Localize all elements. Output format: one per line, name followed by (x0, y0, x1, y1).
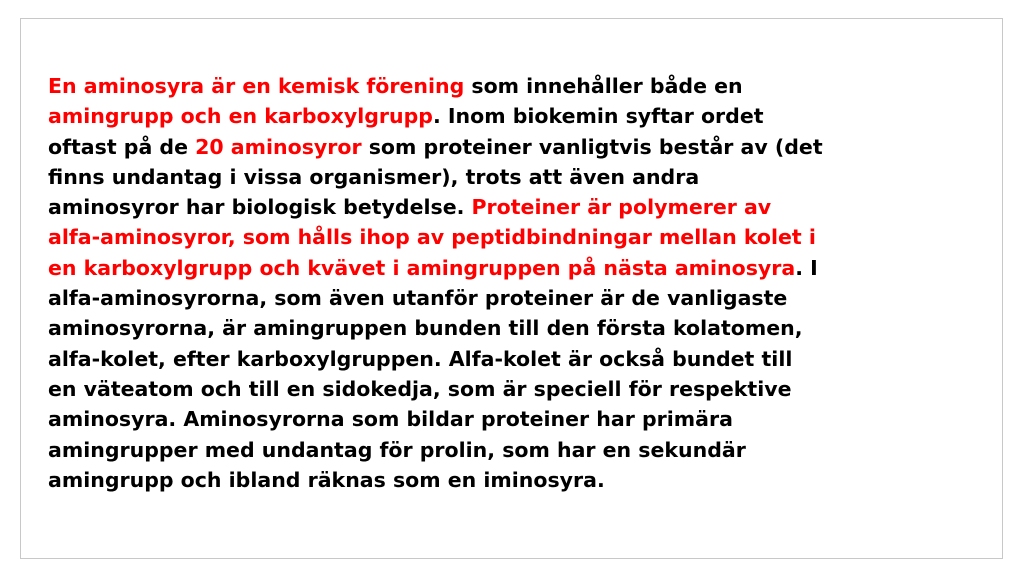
body-text: alfa-kolet, efter karboxylgruppen. Alfa-kolet är också bundet till (48, 346, 793, 371)
text-line (48, 162, 983, 192)
highlighted-text: en karboxylgrupp och kvävet i amingruppen på nästa aminosyra (48, 255, 796, 280)
body-paragraph (48, 71, 983, 495)
body-text: som innehåller både en (464, 74, 743, 98)
text-line (48, 253, 983, 283)
text-line (48, 71, 983, 101)
body-text: aminosyror har biologisk betydelse. (48, 195, 472, 220)
highlighted-text: 20 aminosyror (195, 134, 362, 159)
text-line (48, 313, 983, 343)
body-text: amingrupper med undantag för prolin, som har en sekundär (48, 437, 746, 462)
text-line (48, 374, 983, 404)
text-line (48, 283, 983, 313)
body-text: alfa-aminosyrorna, som även utanför proteiner är de vanligaste (48, 286, 788, 311)
body-text: en väteatom och till en sidokedja, som är speciell för respektive (48, 376, 792, 401)
text-line (48, 222, 983, 252)
highlighted-text: alfa-aminosyror, som hålls ihop av peptidbindningar mellan kolet i (48, 225, 816, 250)
text-line (48, 404, 983, 434)
text-line (48, 192, 983, 222)
body-text: . I (795, 255, 818, 280)
text-line (48, 101, 983, 131)
body-text: som proteiner vanligtvis består av (det (361, 134, 823, 159)
body-text: amingrupp och ibland räknas som en iminosyra. (48, 467, 605, 492)
highlighted-text: Proteiner är polymerer av (471, 195, 772, 220)
body-text: aminosyra. Aminosyrorna som bildar proteiner har primära (48, 407, 733, 432)
text-line (48, 132, 983, 162)
highlighted-text: En aminosyra är en kemisk förening (48, 74, 465, 98)
highlighted-text: amingrupp och en karboxylgrupp (48, 104, 433, 129)
body-text: . Inom biokemin syftar ordet (432, 104, 764, 129)
body-text: aminosyrorna, är amingruppen bunden till den första kolatomen, (48, 316, 803, 341)
text-line (48, 435, 983, 465)
text-line (48, 465, 983, 495)
body-text: finns undantag i vissa organismer), trots att även andra (48, 164, 700, 189)
text-line (48, 344, 983, 374)
body-text: oftast på de (48, 134, 196, 159)
